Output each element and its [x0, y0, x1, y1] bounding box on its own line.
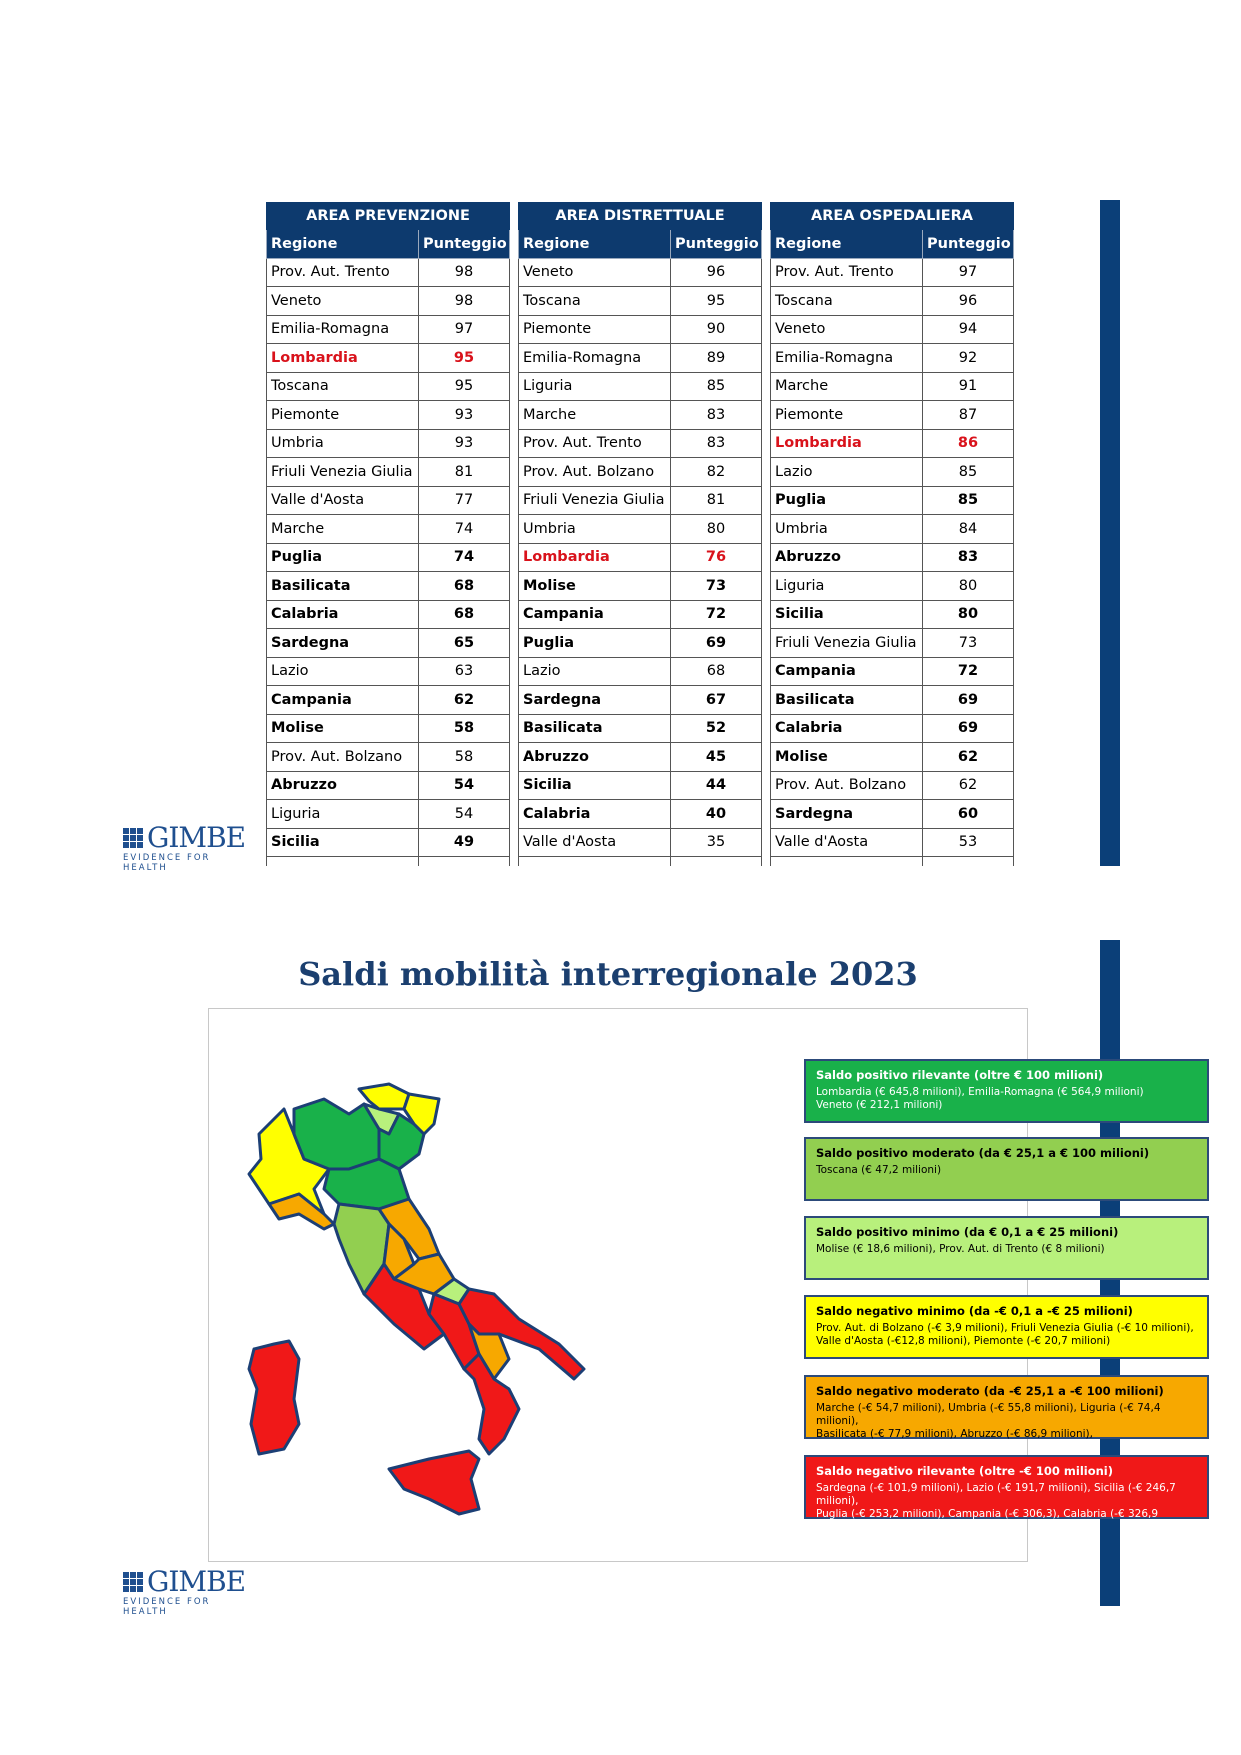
- region-cell: Molise: [519, 572, 671, 601]
- region-cell: Sicilia: [771, 600, 923, 629]
- region-cell: Piemonte: [519, 315, 671, 344]
- score-cell: 77: [419, 486, 510, 515]
- score-cell: 67: [671, 686, 762, 715]
- score-cell: 52: [671, 714, 762, 743]
- region-cell: Prov. Aut. Bolzano: [267, 743, 419, 772]
- legend-item: [804, 1059, 1209, 1123]
- region-cell: Valle d'Aosta: [519, 828, 671, 857]
- region-cell: Friuli Venezia Giulia: [519, 486, 671, 515]
- table-row: [771, 572, 1014, 601]
- score-cell: 68: [419, 600, 510, 629]
- legend-detail: [816, 1482, 1197, 1534]
- table-row: [519, 429, 762, 458]
- table-row: [519, 743, 762, 772]
- legend-detail-line: Lombardia (€ 645,8 milioni), Emilia-Romagna (€ 564,9 milioni): [816, 1086, 1144, 1098]
- logo-tagline: EVIDENCE FOR HEALTH: [123, 1597, 211, 1617]
- table-row: [519, 515, 762, 544]
- table-row: [519, 258, 762, 287]
- column-header-score: Punteggio: [419, 230, 510, 259]
- region-cell: Sicilia: [267, 828, 419, 857]
- table-area-title: AREA DISTRETTUALE: [519, 203, 762, 230]
- legend-detail: [816, 1086, 1197, 1112]
- score-cell: 73: [923, 629, 1014, 658]
- column-header-score: Punteggio: [671, 230, 762, 259]
- table-row: [771, 714, 1014, 743]
- region-cell: Basilicata: [519, 714, 671, 743]
- region-cell: Marche: [519, 401, 671, 430]
- legend-title: Saldo negativo moderato (da -€ 25,1 a -€ 100 milioni): [816, 1384, 1164, 1398]
- region-cell: Molise: [267, 714, 419, 743]
- slide2-title: Saldi mobilità interregionale 2023: [298, 955, 918, 993]
- score-cell: 93: [419, 401, 510, 430]
- region-cell: Sicilia: [519, 771, 671, 800]
- score-cell: 81: [419, 458, 510, 487]
- legend-title: Saldo negativo rilevante (oltre -€ 100 milioni): [816, 1464, 1113, 1478]
- column-header-region: Regione: [771, 230, 923, 259]
- empty-cell: [671, 857, 762, 867]
- score-cell: 83: [671, 429, 762, 458]
- region-cell: Puglia: [267, 543, 419, 572]
- table-row: [267, 629, 510, 658]
- table-row: [771, 372, 1014, 401]
- score-cell: 96: [671, 258, 762, 287]
- score-cell: 83: [671, 401, 762, 430]
- legend-detail-line: Valle d'Aosta (-€12,8 milioni), Piemonte (-€ 20,7 milioni): [816, 1335, 1111, 1347]
- table-row: [267, 287, 510, 316]
- logo-word: GIMBE: [147, 1565, 246, 1598]
- legend-detail-line: Marche (-€ 54,7 milioni), Umbria (-€ 55,8 milioni), Liguria (-€ 74,4 milioni),: [816, 1402, 1161, 1427]
- legend-item: [804, 1455, 1209, 1533]
- table-row: [267, 315, 510, 344]
- score-cell: 49: [419, 828, 510, 857]
- legend-item: [804, 1137, 1209, 1201]
- legend-detail-line: Molise (€ 18,6 milioni), Prov. Aut. di Trento (€ 8 milioni): [816, 1243, 1105, 1255]
- region-cell: Umbria: [267, 429, 419, 458]
- score-cell: 84: [923, 515, 1014, 544]
- region-cell: Umbria: [771, 515, 923, 544]
- logo-word: GIMBE: [147, 821, 246, 854]
- region-cell: Toscana: [519, 287, 671, 316]
- score-cell: 91: [923, 372, 1014, 401]
- table-row: [771, 515, 1014, 544]
- region-cell: Prov. Aut. Bolzano: [519, 458, 671, 487]
- table-row: [519, 543, 762, 572]
- legend-item: [804, 1295, 1209, 1359]
- legend-detail-line: Basilicata (-€ 77,9 milioni), Abruzzo (-€ 86,9 milioni),: [816, 1428, 1093, 1440]
- table-row: [771, 686, 1014, 715]
- score-cell: 53: [923, 828, 1014, 857]
- region-cell: Molise: [771, 743, 923, 772]
- table-row: [267, 743, 510, 772]
- region-cell: Calabria: [771, 714, 923, 743]
- score-cell: 54: [419, 771, 510, 800]
- table-row: [519, 771, 762, 800]
- score-cell: 74: [419, 515, 510, 544]
- empty-cell: [923, 857, 1014, 867]
- score-cell: 82: [671, 458, 762, 487]
- legend-title: Saldo positivo moderato (da € 25,1 a € 100 milioni): [816, 1146, 1150, 1160]
- region-cell: Lazio: [519, 657, 671, 686]
- legend-detail: [816, 1243, 1197, 1256]
- region-cell: Puglia: [771, 486, 923, 515]
- table-row: [771, 258, 1014, 287]
- legend-detail-line: Sardegna (-€ 101,9 milioni), Lazio (-€ 191,7 milioni), Sicilia (-€ 246,7 milioni),: [816, 1482, 1176, 1507]
- score-cell: 86: [923, 429, 1014, 458]
- score-cell: 45: [671, 743, 762, 772]
- region-cell: Valle d'Aosta: [267, 486, 419, 515]
- table-row: [519, 657, 762, 686]
- table-row: [267, 800, 510, 829]
- region-cell: Emilia-Romagna: [519, 344, 671, 373]
- region-cell: Valle d'Aosta: [771, 828, 923, 857]
- region-cell: Campania: [267, 686, 419, 715]
- score-cell: 58: [419, 714, 510, 743]
- score-cell: 58: [419, 743, 510, 772]
- score-cell: 85: [923, 486, 1014, 515]
- score-cell: 63: [419, 657, 510, 686]
- score-cell: 76: [671, 543, 762, 572]
- table-row: [771, 543, 1014, 572]
- table-row: [267, 401, 510, 430]
- table-row: [267, 458, 510, 487]
- legend-detail: [816, 1322, 1197, 1348]
- region-cell: Basilicata: [771, 686, 923, 715]
- score-cell: 97: [419, 315, 510, 344]
- score-cell: 73: [671, 572, 762, 601]
- score-cell: 98: [419, 287, 510, 316]
- legend-title: Saldo positivo rilevante (oltre € 100 milioni): [816, 1068, 1104, 1082]
- region-cell: Prov. Aut. Trento: [519, 429, 671, 458]
- region-cell: Abruzzo: [771, 543, 923, 572]
- region-cell: Liguria: [771, 572, 923, 601]
- table-row: [519, 629, 762, 658]
- score-table: [518, 202, 762, 866]
- table-row: [771, 771, 1014, 800]
- region-cell: Lombardia: [519, 543, 671, 572]
- score-cell: 72: [671, 600, 762, 629]
- score-cell: 85: [923, 458, 1014, 487]
- table-row: [267, 344, 510, 373]
- region-cell: Campania: [771, 657, 923, 686]
- region-cell: Calabria: [519, 800, 671, 829]
- gimbe-logo-2: [123, 1565, 253, 1617]
- region-cell: Prov. Aut. Trento: [771, 258, 923, 287]
- score-cell: 68: [671, 657, 762, 686]
- region-cell: Marche: [771, 372, 923, 401]
- table-row: [771, 629, 1014, 658]
- region-cell: Prov. Aut. Bolzano: [771, 771, 923, 800]
- score-cell: 94: [923, 315, 1014, 344]
- map-region-sicilia: [389, 1451, 479, 1514]
- score-cell: 98: [419, 258, 510, 287]
- region-cell: Lazio: [771, 458, 923, 487]
- table-row: [771, 800, 1014, 829]
- gimbe-logo: [123, 821, 253, 873]
- table-row: [771, 458, 1014, 487]
- table-row: [267, 372, 510, 401]
- score-cell: 72: [923, 657, 1014, 686]
- region-cell: Abruzzo: [519, 743, 671, 772]
- score-cell: 87: [923, 401, 1014, 430]
- legend-detail-line: Toscana (€ 47,2 milioni): [816, 1164, 942, 1176]
- score-cell: 69: [923, 714, 1014, 743]
- score-cell: 40: [671, 800, 762, 829]
- region-cell: Toscana: [267, 372, 419, 401]
- empty-cell: [519, 857, 671, 867]
- table-row: [267, 572, 510, 601]
- table-row: [771, 657, 1014, 686]
- gimbe-grid-icon: [123, 828, 143, 848]
- legend-item: [804, 1375, 1209, 1439]
- score-cell: 85: [671, 372, 762, 401]
- score-cell: 95: [419, 344, 510, 373]
- column-header-score: Punteggio: [923, 230, 1014, 259]
- score-cell: 80: [923, 600, 1014, 629]
- region-cell: Lombardia: [267, 344, 419, 373]
- table-row: [267, 686, 510, 715]
- region-cell: Umbria: [519, 515, 671, 544]
- table-row: [771, 600, 1014, 629]
- map-frame: [208, 1008, 1194, 1562]
- table-row: [519, 372, 762, 401]
- table-row: [519, 287, 762, 316]
- legend-detail: [816, 1164, 1197, 1177]
- table-row: [519, 315, 762, 344]
- score-cell: 95: [671, 287, 762, 316]
- table-row: [267, 828, 510, 857]
- region-cell: Marche: [267, 515, 419, 544]
- table-area-title: AREA OSPEDALIERA: [771, 203, 1014, 230]
- region-cell: Veneto: [771, 315, 923, 344]
- table-row: [519, 686, 762, 715]
- score-cell: 92: [923, 344, 1014, 373]
- region-cell: Friuli Venezia Giulia: [267, 458, 419, 487]
- legend-detail-line: Prov. Aut. di Bolzano (-€ 3,9 milioni), Friuli Venezia Giulia (-€ 10 milioni),: [816, 1322, 1194, 1334]
- region-cell: Toscana: [771, 287, 923, 316]
- score-cell: 90: [671, 315, 762, 344]
- score-cell: 97: [923, 258, 1014, 287]
- table-row: [519, 714, 762, 743]
- table-row: [519, 800, 762, 829]
- table-row: [267, 600, 510, 629]
- score-cell: 62: [923, 743, 1014, 772]
- score-cell: 69: [671, 629, 762, 658]
- score-cell: 80: [671, 515, 762, 544]
- table-row: [771, 743, 1014, 772]
- table-row: [267, 258, 510, 287]
- table-row: [771, 486, 1014, 515]
- legend-detail: [816, 1402, 1197, 1441]
- italy-map: [229, 1079, 669, 1519]
- region-cell: Basilicata: [267, 572, 419, 601]
- table-row: [519, 828, 762, 857]
- score-cell: 35: [671, 828, 762, 857]
- legend-detail-line: Veneto (€ 212,1 milioni): [816, 1099, 943, 1111]
- table-row: [267, 486, 510, 515]
- score-cell: 74: [419, 543, 510, 572]
- table-row: [519, 600, 762, 629]
- slide1-side-bar: [1100, 200, 1120, 866]
- score-cell: 96: [923, 287, 1014, 316]
- table-row: [267, 657, 510, 686]
- table-row: [771, 315, 1014, 344]
- region-cell: Piemonte: [267, 401, 419, 430]
- region-cell: Lombardia: [771, 429, 923, 458]
- region-cell: Abruzzo: [267, 771, 419, 800]
- region-cell: Emilia-Romagna: [771, 344, 923, 373]
- score-cell: 83: [923, 543, 1014, 572]
- score-tables: [266, 202, 1014, 866]
- score-cell: 69: [923, 686, 1014, 715]
- score-cell: 60: [923, 800, 1014, 829]
- region-cell: Friuli Venezia Giulia: [771, 629, 923, 658]
- table-row: [267, 543, 510, 572]
- table-row: [771, 828, 1014, 857]
- score-cell: 80: [923, 572, 1014, 601]
- table-row: [519, 458, 762, 487]
- region-cell: Emilia-Romagna: [267, 315, 419, 344]
- region-cell: Sardegna: [519, 686, 671, 715]
- table-row: [267, 771, 510, 800]
- score-cell: 44: [671, 771, 762, 800]
- table-row: [771, 429, 1014, 458]
- table-row: [519, 401, 762, 430]
- region-cell: Veneto: [267, 287, 419, 316]
- legend-title: Saldo positivo minimo (da € 0,1 a € 25 milioni): [816, 1225, 1119, 1239]
- region-cell: Lazio: [267, 657, 419, 686]
- table-row: [267, 515, 510, 544]
- map-region-sardegna: [249, 1341, 299, 1454]
- table-row: [267, 714, 510, 743]
- empty-cell: [267, 857, 419, 867]
- column-header-region: Regione: [519, 230, 671, 259]
- region-cell: Sardegna: [267, 629, 419, 658]
- region-cell: Calabria: [267, 600, 419, 629]
- table-row: [519, 486, 762, 515]
- region-cell: Sardegna: [771, 800, 923, 829]
- score-cell: 81: [671, 486, 762, 515]
- column-header-region: Regione: [267, 230, 419, 259]
- score-table: [770, 202, 1014, 866]
- legend-detail-line: Puglia (-€ 253,2 milioni), Campania (-€ 306,3), Calabria (-€ 326,9 milioni): [816, 1508, 1159, 1533]
- region-cell: Veneto: [519, 258, 671, 287]
- table-row: [771, 344, 1014, 373]
- score-cell: 62: [419, 686, 510, 715]
- gimbe-grid-icon: [123, 1572, 143, 1592]
- score-cell: 68: [419, 572, 510, 601]
- logo-tagline: EVIDENCE FOR HEALTH: [123, 853, 211, 873]
- region-cell: Liguria: [267, 800, 419, 829]
- score-cell: 89: [671, 344, 762, 373]
- score-cell: 54: [419, 800, 510, 829]
- table-row: [267, 429, 510, 458]
- region-cell: Campania: [519, 600, 671, 629]
- score-cell: 95: [419, 372, 510, 401]
- legend-title: Saldo negativo minimo (da -€ 0,1 a -€ 25 milioni): [816, 1304, 1133, 1318]
- table-area-title: AREA PREVENZIONE: [267, 203, 510, 230]
- empty-cell: [771, 857, 923, 867]
- region-cell: Prov. Aut. Trento: [267, 258, 419, 287]
- region-cell: Puglia: [519, 629, 671, 658]
- region-cell: Liguria: [519, 372, 671, 401]
- score-table: [266, 202, 510, 866]
- table-row: [519, 572, 762, 601]
- score-cell: 62: [923, 771, 1014, 800]
- table-row: [771, 287, 1014, 316]
- region-cell: Piemonte: [771, 401, 923, 430]
- score-cell: 65: [419, 629, 510, 658]
- score-cell: 93: [419, 429, 510, 458]
- table-row: [771, 401, 1014, 430]
- legend-item: [804, 1216, 1209, 1280]
- table-row: [519, 344, 762, 373]
- empty-cell: [419, 857, 510, 867]
